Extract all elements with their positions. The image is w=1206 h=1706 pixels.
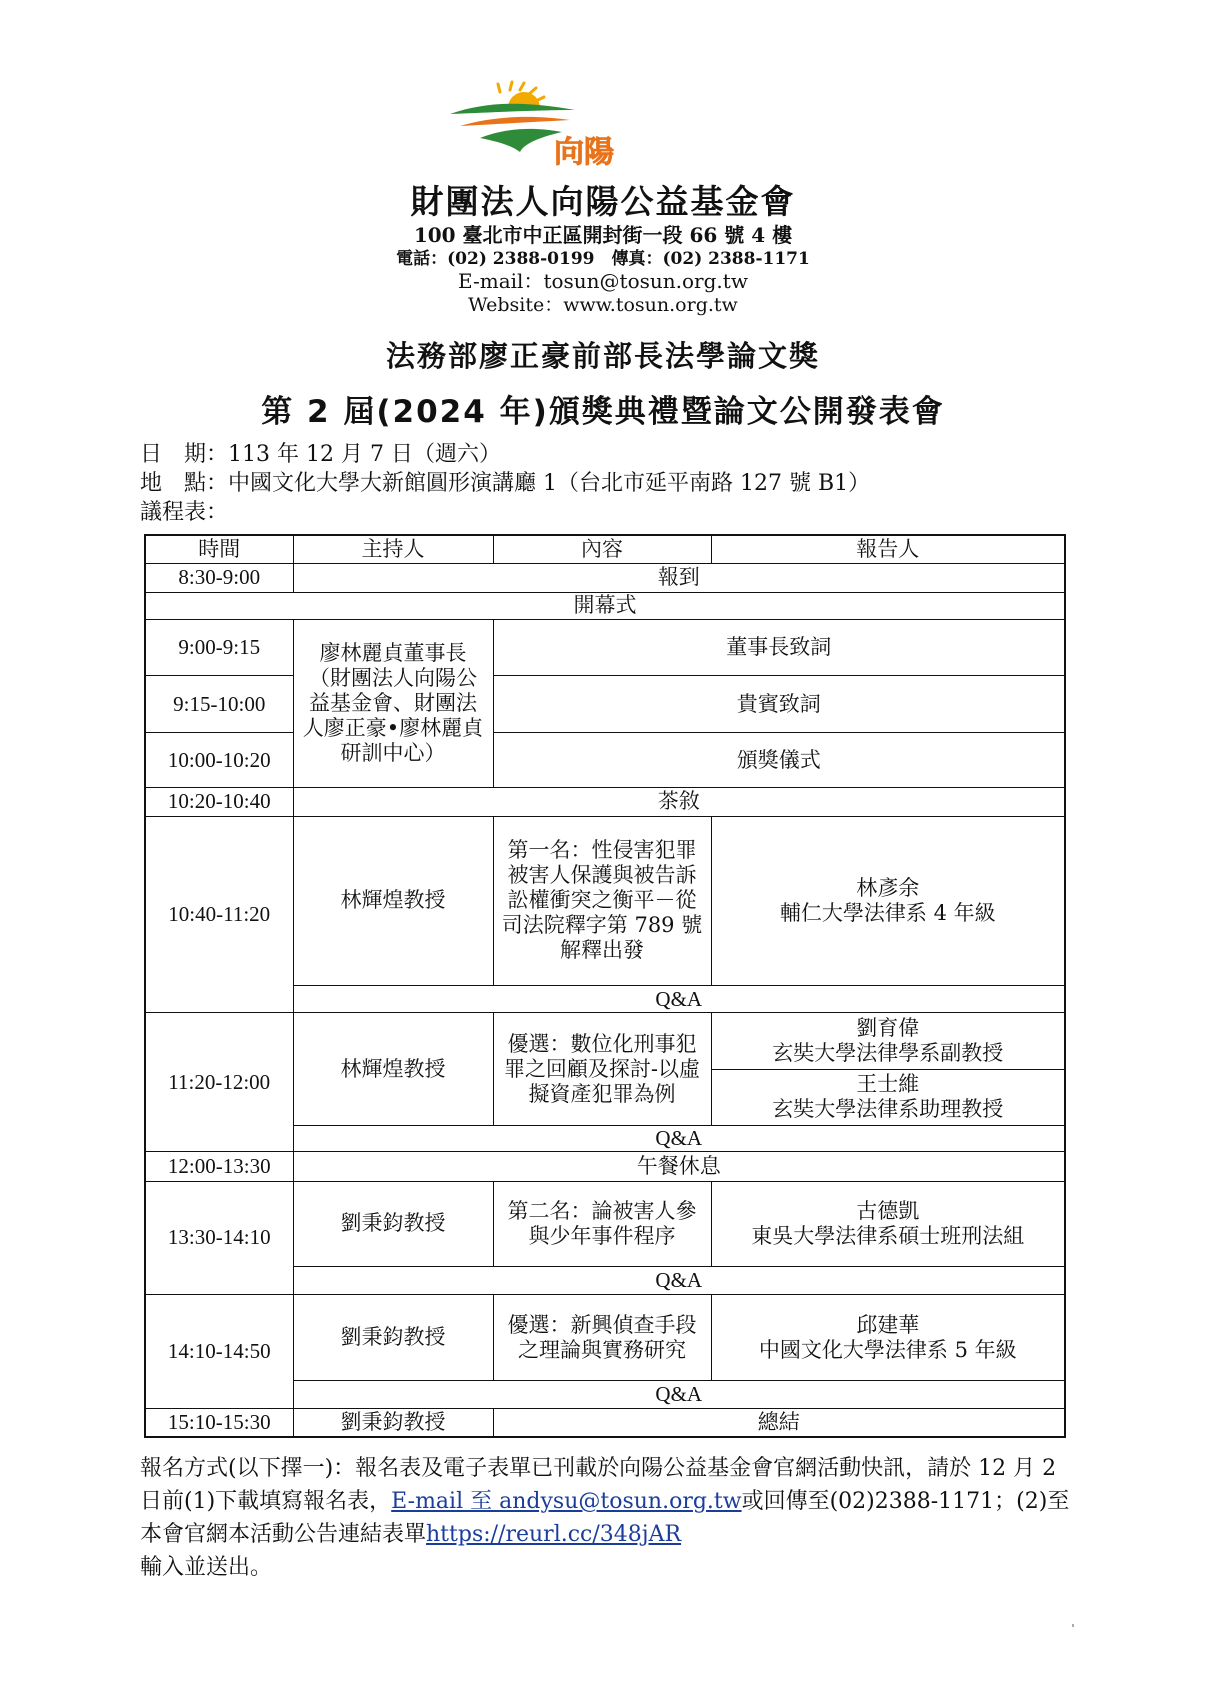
header-speaker: 報告人 (711, 535, 1065, 564)
header-host: 主持人 (293, 535, 493, 564)
row-item: 貴賓致詞 (493, 676, 1065, 733)
speaker-cell (711, 816, 1065, 985)
table-row (145, 676, 1065, 733)
row-time: 13:30-14:10 (145, 1181, 293, 1294)
table-row (145, 1152, 1065, 1182)
speaker-cell (711, 1069, 1065, 1125)
table-row (145, 816, 1065, 985)
table-row (145, 733, 1065, 788)
organization-website: Website：www.tosun.org.tw (468, 294, 738, 316)
row-time: 12:00-13:30 (145, 1152, 293, 1182)
event-venue: 地 點：中國文化大學大新館圓形演講廳 1（台北市延平南路 127 號 B1） (140, 471, 871, 496)
svg-text:向陽: 向陽 (554, 135, 614, 170)
paper-topic: 第一名：性侵害犯罪被害人保護與被告訴訟權衝突之衡平－從司法院釋字第 789 號解釋出發 (493, 816, 711, 985)
registration-instructions (140, 1452, 1070, 1584)
row-item: 頒獎儀式 (493, 733, 1065, 788)
registration-text-end: 輸入並送出。 (140, 1555, 273, 1580)
table-row (145, 592, 1065, 620)
speaker-title: 中國文化大學法律系 5 年級 (758, 1337, 1017, 1362)
registration-text: 報名方式(以下擇一)：報名表及電子表單已刊載於向陽公益基金會官網活動快訊，請於 12 月 2 日前(1)下載填寫報名表， (140, 1456, 1057, 1514)
row-time: 9:00-9:15 (145, 620, 293, 676)
row-host: 林輝煌教授 (293, 1013, 493, 1125)
row-host: 劉秉鈞教授 (293, 1181, 493, 1267)
row-time: 14:10-14:50 (145, 1294, 293, 1408)
event-title-line1: 法務部廖正豪前部長法學論文獎 (385, 339, 820, 373)
table-row (145, 788, 1065, 817)
agenda-table (144, 534, 1066, 1438)
header-time: 時間 (145, 535, 293, 564)
speaker-cell (711, 1013, 1065, 1069)
row-time: 10:40-11:20 (145, 816, 293, 1013)
event-date: 日 期：113 年 12 月 7 日（週六） (140, 442, 501, 467)
row-time: 9:15-10:00 (145, 676, 293, 733)
speaker-name: 王士維 (856, 1072, 920, 1097)
opening-ceremony: 開幕式 (145, 592, 1065, 620)
row-item: 總結 (493, 1408, 1065, 1437)
row-item: 茶敘 (293, 788, 1065, 817)
table-row (145, 1013, 1065, 1069)
speaker-cell (711, 1181, 1065, 1267)
row-host: 劉秉鈞教授 (293, 1294, 493, 1381)
event-title-line2: 第 2 屆(2024 年)頒獎典禮暨論文公開發表會 (261, 394, 945, 430)
row-host: 劉秉鈞教授 (293, 1408, 493, 1437)
organization-phone-fax: 電話：(02) 2388-0199 傳真：(02) 2388-1171 (396, 249, 810, 269)
table-row (145, 620, 1065, 676)
table-row (145, 1408, 1065, 1437)
table-row (145, 564, 1065, 593)
row-time: 15:10-15:30 (145, 1408, 293, 1437)
speaker-name: 林彥余 (856, 875, 920, 900)
chair-host: 廖林麗貞董事長（財團法人向陽公益基金會、財團法人廖正豪•廖林麗貞研訓中心） (293, 620, 493, 788)
organization-address: 100 臺北市中正區開封街一段 66 號 4 樓 (413, 223, 793, 247)
row-item: 董事長致詞 (493, 620, 1065, 676)
paper-topic: 優選：數位化刑事犯罪之回顧及探討-以虛擬資產犯罪為例 (493, 1013, 711, 1125)
row-item: 報到 (293, 564, 1065, 593)
row-time: 10:20-10:40 (145, 788, 293, 817)
row-time: 10:00-10:20 (145, 733, 293, 788)
speaker-name: 邱建華 (856, 1312, 920, 1337)
organization-name: 財團法人向陽公益基金會 (410, 182, 796, 221)
speaker-title: 東吳大學法律系碩士班刑法組 (751, 1223, 1025, 1248)
speaker-title: 玄奘大學法律學系副教授 (772, 1040, 1004, 1065)
speaker-name: 古德凱 (856, 1198, 920, 1223)
foundation-logo (450, 80, 660, 175)
paper-topic: 優選：新興偵查手段之理論與實務研究 (493, 1294, 711, 1381)
registration-text-middle: 或回傳至(02)2388-1171；(2)至本會官網本活動公告連結表單 (140, 1489, 1070, 1547)
qa-session: Q&A (293, 1125, 1065, 1151)
qa-session: Q&A (293, 985, 1065, 1013)
sun-landscape-logo-icon (450, 80, 660, 175)
table-row (145, 1294, 1065, 1381)
row-time: 8:30-9:00 (145, 564, 293, 593)
qa-session: Q&A (293, 1267, 1065, 1295)
organization-email: E-mail：tosun@tosun.org.tw (458, 269, 748, 293)
table-header-row (145, 535, 1065, 564)
agenda-label: 議程表： (140, 500, 229, 525)
paper-topic: 第二名：論被害人參與少年事件程序 (493, 1181, 711, 1267)
table-row (145, 1181, 1065, 1267)
row-item: 午餐休息 (293, 1152, 1065, 1182)
registration-form-link[interactable]: https://reurl.cc/348jAR (426, 1522, 682, 1547)
qa-session: Q&A (293, 1381, 1065, 1409)
scan-speck (1072, 1624, 1074, 1627)
speaker-title: 玄奘大學法律系助理教授 (772, 1097, 1004, 1122)
speaker-cell (711, 1294, 1065, 1381)
row-host: 林輝煌教授 (293, 816, 493, 985)
row-time: 11:20-12:00 (145, 1013, 293, 1152)
registration-email-link[interactable]: E-mail 至 andysu@tosun.org.tw (391, 1489, 742, 1514)
speaker-name: 劉育偉 (856, 1015, 920, 1040)
speaker-title: 輔仁大學法律系 4 年級 (779, 900, 996, 925)
header-content: 內容 (493, 535, 711, 564)
